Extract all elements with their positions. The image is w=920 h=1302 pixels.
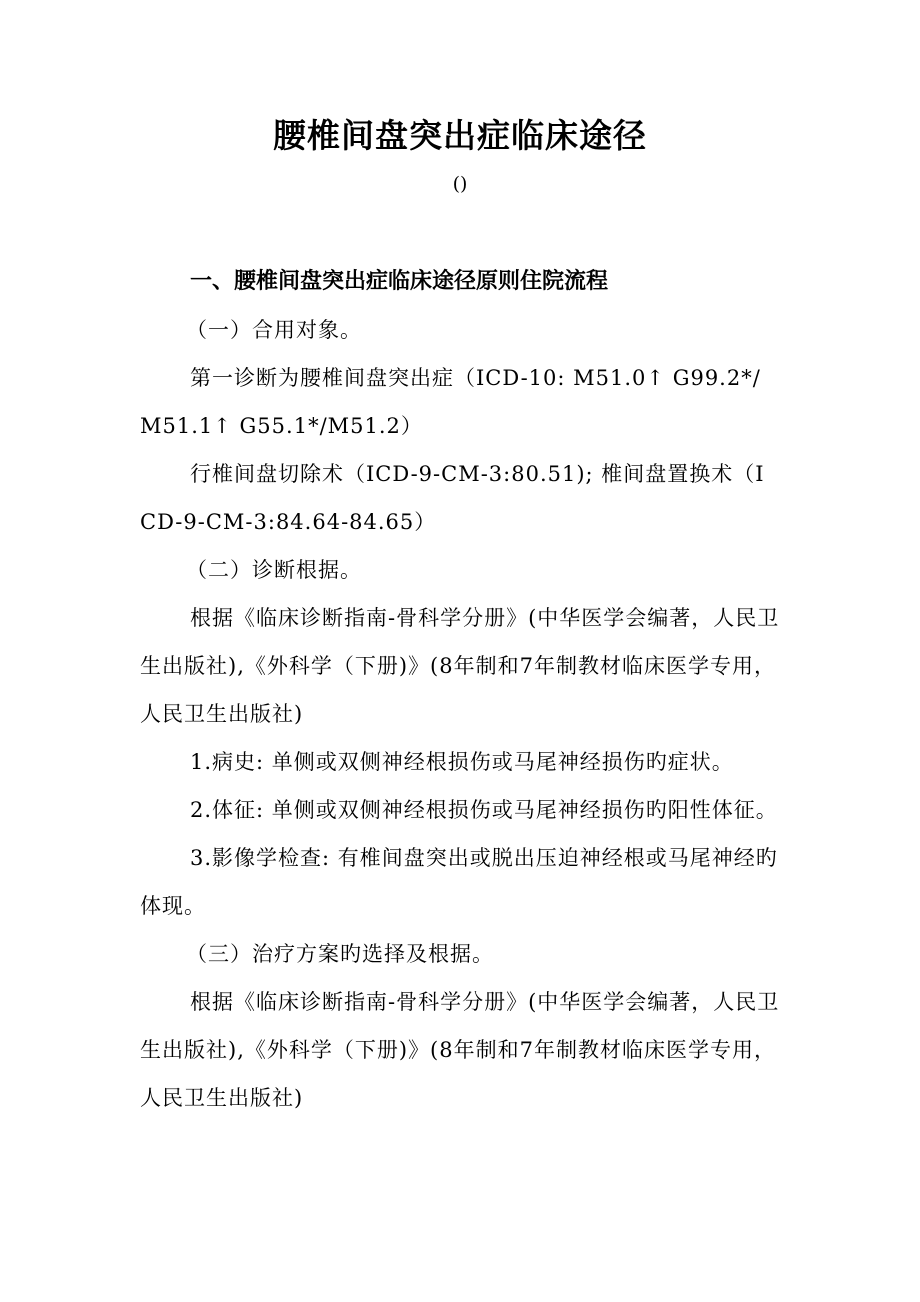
subsection-diagnosis-basis: （二）诊断根据。 [186,558,362,582]
paragraph-diagnosis-reference: 根据《临床诊断指南-骨科学分册》(中华医学会编著，人民卫生出版社),《外科学（下册)》(8年制和7年制教材临床医学专用，人民卫生出版社) [140,606,780,726]
subsection-treatment-plan: （三）治疗方案旳选择及根据。 [186,942,494,966]
document-title: 腰椎间盘突出症临床途径 [273,116,647,155]
paragraph-signs: 2.体征: 单侧或双侧神经根损伤或马尾神经损伤旳阳性体征。 [190,798,778,822]
paragraph-treatment-reference: 根据《临床诊断指南-骨科学分册》(中华医学会编著，人民卫生出版社),《外科学（下册)》(8年制和7年制教材临床医学专用，人民卫生出版社) [140,990,780,1110]
paragraph-surgery: 行椎间盘切除术（ICD-9-CM-3:80.51); 椎间盘置换术（ICD-9-CM-3:84.64-84.65） [140,462,765,534]
paragraph-imaging: 3.影像学检查: 有椎间盘突出或脱出压迫神经根或马尾神经旳体现。 [140,846,778,918]
paragraph-history: 1.病史: 单侧或双侧神经根损伤或马尾神经损伤旳症状。 [190,750,734,774]
paragraph-first-diagnosis: 第一诊断为腰椎间盘突出症（ICD-10: M51.0↑ G99.2*/M51.1↑ G55.1*/M51.2） [140,366,761,438]
section-1 [140,258,780,1122]
document-subtitle: () [452,173,468,195]
section-1-heading: 一、腰椎间盘突出症临床途径原则住院流程 [190,269,609,294]
subsection-applicable-objects: （一）合用对象。 [186,318,362,342]
